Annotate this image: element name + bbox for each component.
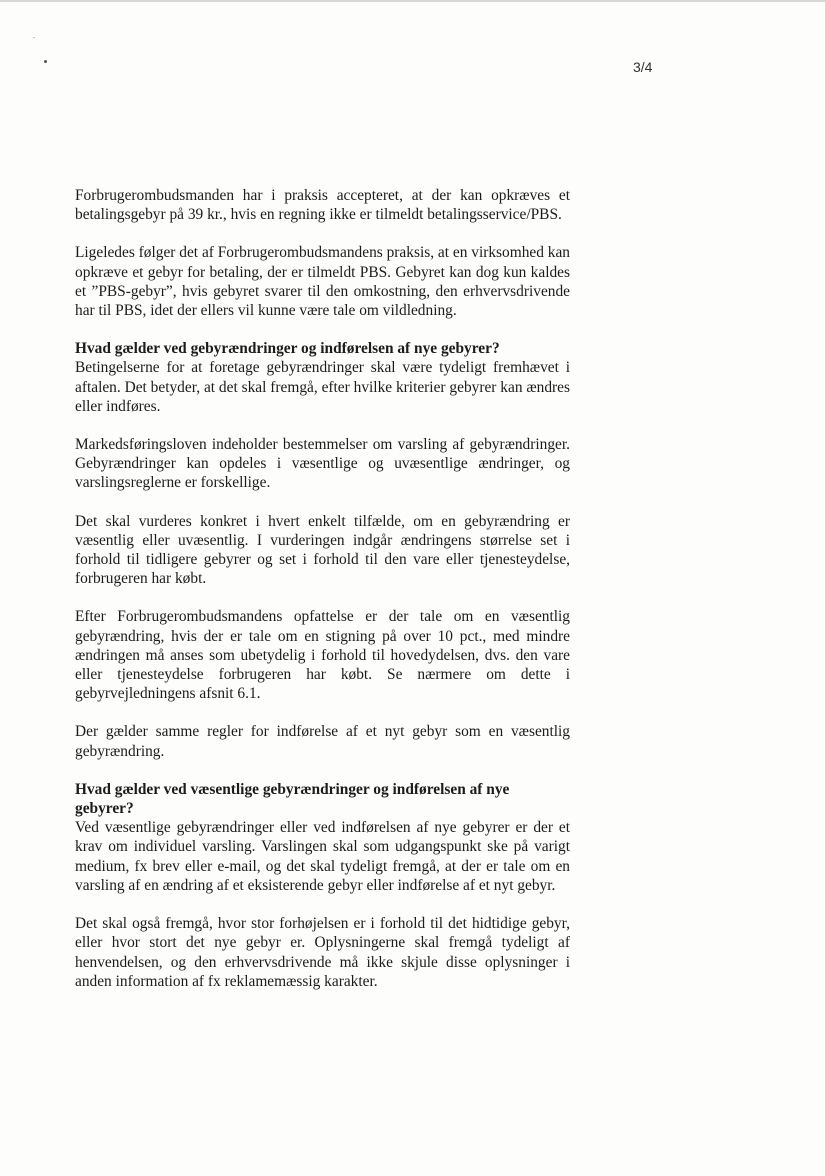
section-heading: Hvad gælder ved gebyrændringer og indførelsen af nye gebyrer? [75,340,500,358]
scan-speck [44,60,47,63]
paragraph: Forbrugerombudsmanden har i praksis accepteret, at der kan opkræves et betalingsgebyr på 39 kr., hvis en regning ikke er tilmeldt betalingsservice/PBS. [75,187,570,224]
paragraph: Ligeledes følger det af Forbrugerombudsmandens praksis, at en virksomhed kan opkræve et gebyr for betaling, der er tilmeldt PBS. Gebyret kan dog kun kaldes et ”PBS-gebyr”, hvis gebyret svarer til den omkostning, den erhvervsdrivende har til PBS, idet der ellers vil kunne være tale om vildledning. [75,244,570,320]
paragraph: Efter Forbrugerombudsmandens opfattelse er der tale om en væsentlig gebyrændring, hvis der er tale om en stigning på over 10 pct., med mindre ændringen må anses som ubetydelig i forhold til hovedydelsen, dvs. den vare eller tjenesteydelse forbrugeren har købt. Se nærmere om dette i gebyrvejledningens afsnit 6.1. [75,608,570,703]
paragraph: Det skal også fremgå, hvor stor forhøjelsen er i forhold til det hidtidige gebyr, eller hvor stort det nye gebyr er. Oplysningerne skal fremgå tydeligt af henvendelsen, og den erhvervsdrivende må ikke skjule disse oplysninger i anden information af fx reklamemæssig karakter. [75,915,570,990]
section-vaesentlige-gebyraendringer [75,780,570,991]
document-body [75,186,570,1010]
paragraph: Ved væsentlige gebyrændringer eller ved indførelsen af nye gebyrer er der et krav om individuel varsling. Varslingen skal som udgangspunkt ske på varigt medium, fx brev eller e-mail, og det skal tydeligt fremgå, at der er tale om en varsling af en ændring af et eksisterende gebyr eller indførelse af et nyt gebyr. [75,819,570,894]
paragraph: Der gælder samme regler for indførelse af et nyt gebyr som en væsentlig gebyrændring. [75,723,570,760]
page-number: 3/4 [633,59,653,75]
paragraph: Det skal vurderes konkret i hvert enkelt tilfælde, om en gebyrændring er væsentlig eller uvæsentlig. I vurderingen indgår ændringens størrelse set i forhold til tidligere gebyrer og set i forhold til den vare eller tjenesteydelse, forbrugeren har købt. [75,512,570,588]
section-gebyraendringer [75,339,570,761]
scan-edge-line [0,0,825,2]
paragraph: Markedsføringsloven indeholder bestemmelser om varsling af gebyrændringer. Gebyrændringer kan opdeles i væsentlige og uvæsentlige ændringer, og varslingsreglerne er forskellige. [75,436,570,492]
paragraph: Betingelserne for at foretage gebyrændringer skal være tydeligt fremhævet i aftalen. Det betyder, at det skal fremgå, efter hvilke kriterier gebyrer kan ændres eller indføres. [75,359,570,415]
section-heading: Hvad gælder ved væsentlige gebyrændringer og indførelsen af nye gebyrer? [75,780,510,818]
scan-speck [33,37,35,38]
